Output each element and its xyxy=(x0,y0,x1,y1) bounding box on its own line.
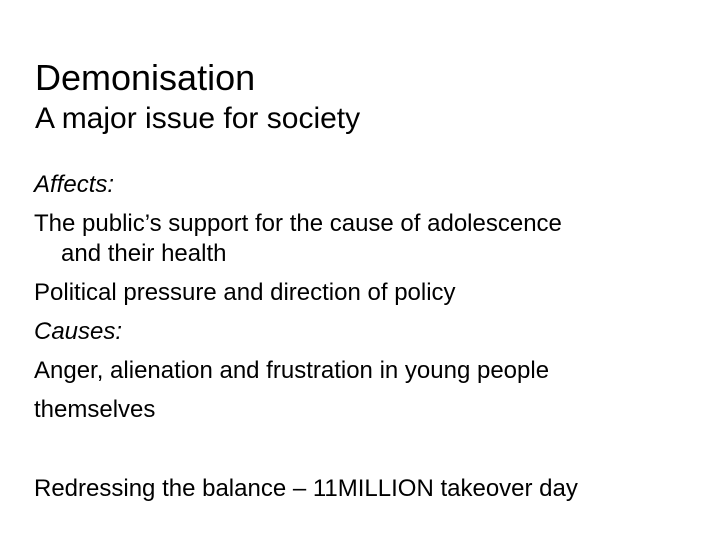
affects-item-1-line-1: The public’s support for the cause of adolescence xyxy=(34,210,562,237)
title-main: Demonisation xyxy=(35,57,256,98)
causes-item-1-line-1: Anger, alienation and frustration in young people xyxy=(34,357,550,384)
closing-line: Redressing the balance – 11MILLION takeover day xyxy=(34,475,578,502)
causes-heading: Causes: xyxy=(34,318,123,345)
causes-item-1-line-2: themselves xyxy=(34,396,156,423)
affects-heading: Affects: xyxy=(34,171,115,198)
slide-body xyxy=(34,170,704,504)
slide-title xyxy=(35,56,695,138)
affects-item-1-line-2: and their health xyxy=(61,240,227,267)
title-subtitle: A major issue for society xyxy=(35,102,361,135)
affects-item-2: Political pressure and direction of policy xyxy=(34,279,456,306)
